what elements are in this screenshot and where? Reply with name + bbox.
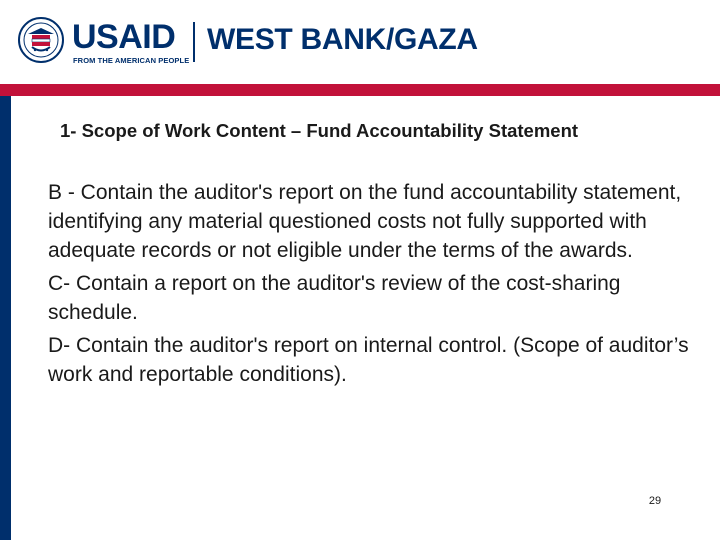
brand-name: USAID (72, 18, 176, 56)
brand-divider (193, 22, 195, 62)
usaid-seal-icon (18, 17, 64, 63)
header-banner (0, 0, 720, 86)
paragraph-b: B - Contain the auditor's report on the fund accountability statement, identifying any material questioned costs not fully supported with adequate records or not eligible under the terms of the awards. (48, 181, 682, 262)
slide-title: 1- Scope of Work Content – Fund Accountability Statement (60, 120, 579, 141)
header-red-bar (0, 84, 720, 96)
left-accent-bar (0, 96, 11, 540)
brand-tagline: FROM THE AMERICAN PEOPLE (73, 56, 190, 65)
paragraph-d: D- Contain the auditor's report on internal control. (Scope of auditor’s work and reportable conditions). (48, 334, 689, 386)
brand-region: WEST BANK/GAZA (207, 23, 478, 56)
slide-body (48, 178, 700, 393)
page-number: 29 (648, 495, 662, 507)
paragraph-c: C- Contain a report on the auditor's review of the cost-sharing schedule. (48, 272, 621, 324)
